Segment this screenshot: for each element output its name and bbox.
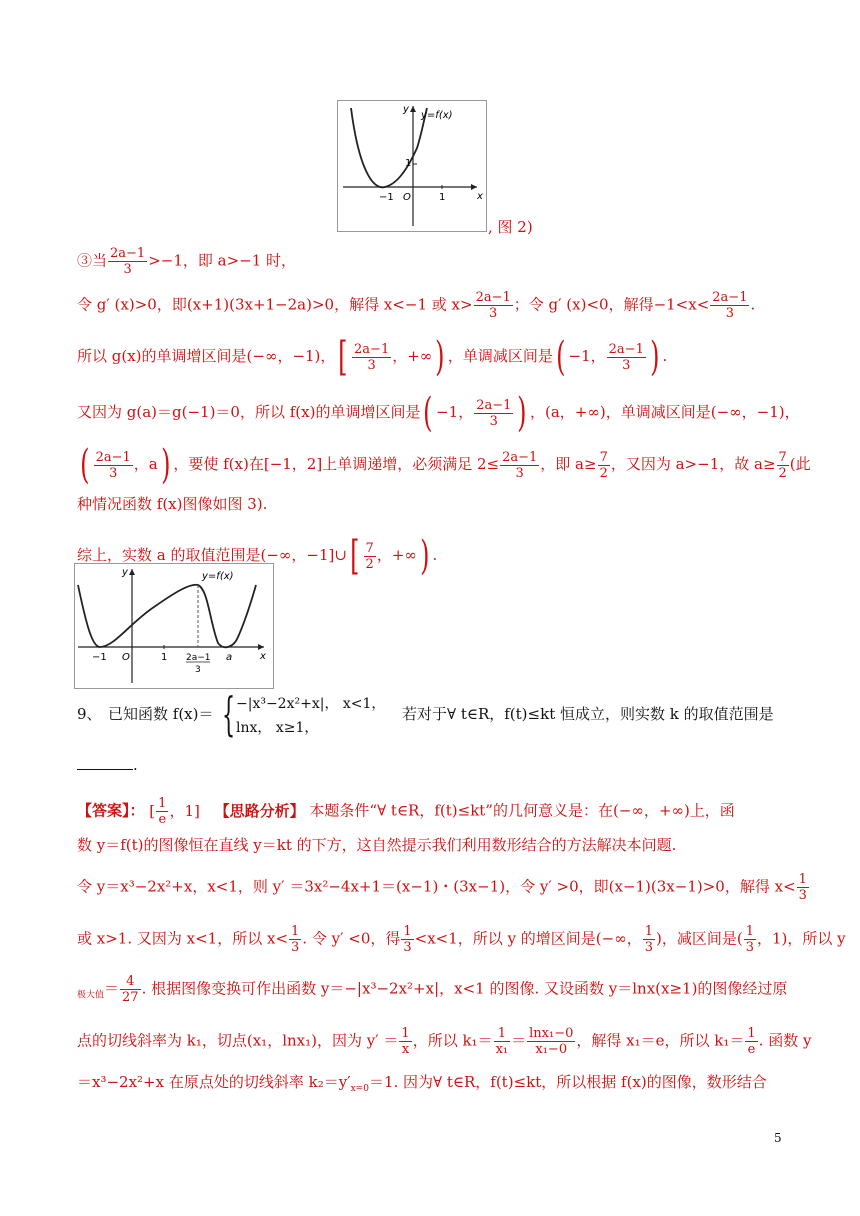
page-number: 5	[774, 1131, 782, 1145]
analysis-line-2: 数 y＝f(t)的图像恒在直线 y＝kt 的下方，这自然提示我们利用数形结合的方法解决本问题.	[77, 836, 677, 854]
q9-case-1: −|x³−2x²+x|， x<1，	[236, 696, 386, 712]
solution-line-1: 令 y＝x³−2x²+x，x<1，则 y′ ＝3x²−4x+1＝(x−1)・(3x−1)，令 y′ >0，即(x−1)(3x−1)>0，解得 x< $\frac{1}{3}$	[77, 872, 807, 903]
fig3-tick-2a-1: 2a−1	[186, 653, 211, 663]
fig3-x-label: x	[260, 651, 266, 662]
fig2-caption: , 图 2)	[488, 218, 533, 236]
fig2-tick-1: 1	[439, 192, 446, 203]
fig3-curve-label: y=f(x)	[202, 571, 234, 582]
para-conclusion: 综上，实数 a 的取值范围是(−∞，−1]∪[ $\frac{7}{2}$ ，+∞) .	[77, 533, 438, 579]
fig3-tick-a: a	[226, 652, 233, 663]
para-case3: ③当 $\frac{2a-1}{3}$ >−1，即 a>−1 时，	[77, 246, 297, 277]
q9-condition: 若对于∀ t∈R，f(t)≤kt 恒成立，则实数 k 的取值范围是	[402, 705, 774, 723]
para-derivative: 令 g′ (x)>0，即(x+1)(3x+1−2a)>0，解得 x<−1 或 x> $\frac{2a-1}{3}$ ；令 g′ (x)<0，解得−1<x< $\frac{2a-1}{3}$ .	[77, 290, 756, 321]
solution-line-4: 点的切线斜率为 k₁，切点(x₁，lnx₁)，因为 y′ ＝ $\frac{1}{x}$ ，所以 k₁＝ $\frac{1}{\text{x₁}}$ ＝ $\frac{\text{lnx₁−0}}{\text{x₁−0}}$ ，解得 x₁＝e，所以 k₁＝ $\frac{1}{e}$ . 函数 y	[77, 1026, 812, 1057]
q9-answer-blank: .	[77, 755, 138, 775]
answer-line: 【答案】： [ $\frac{1}{e}$ ，1] 【思路分析】 本题条件“∀ t∈R，f(t)≤kt”的几何意义是：在(−∞，+∞)上，函	[77, 796, 735, 827]
figure-2	[337, 100, 487, 232]
fig2-tick-minus1: −1	[379, 192, 394, 203]
fig3-tick-1: 1	[161, 652, 168, 663]
fig2-tick-y1: 1	[405, 158, 412, 169]
fig2-y-label: y	[403, 104, 409, 115]
fig2-curve-label: y=f(x)	[421, 110, 453, 121]
para-g-intervals: 所以 g(x)的单调增区间是(−∞，−1)，[ $\frac{2a-1}{3}$ ，+∞) ，单调减区间是( −1， $\frac{2a-1}{3}$ ) .	[77, 334, 668, 380]
fig3-origin: O	[122, 652, 130, 663]
para-condition: ( $\frac{2a-1}{3}$ ，a) ，要使 f(x)在[−1，2]上单调递增，必须满足 2≤ $\frac{2a-1}{3}$ ，即 a≥ $\frac{7}{2}$ ，又因为 a>−1，故 a≥ $\frac{7}{2}$ (此	[80, 442, 811, 488]
figure-3	[74, 563, 274, 689]
solution-line-3: $_{极大值}$＝ $\frac{4}{27}$ . 根据图像变换可作出函数 y＝−|x³−2x²+x|，x<1 的图像. 又设函数 y＝lnx(x≥1)的图像经过原	[77, 974, 788, 1005]
fig3-tick-minus1: −1	[92, 652, 107, 663]
fig2-x-label: x	[477, 191, 483, 202]
fig3-y-label: y	[122, 567, 128, 578]
para-f-intervals: 又因为 g(a)＝g(−1)＝0，所以 f(x)的单调增区间是( −1， $\frac{2a-1}{3}$ ) ，(a，+∞)，单调减区间是(−∞，−1)，	[77, 390, 800, 436]
q9-number: 9、	[77, 705, 102, 723]
solution-line-2: 或 x>1. 又因为 x<1，所以 x< $\frac{1}{3}$ . 令 y′ <0，得 $\frac{1}{3}$ <x<1，所以 y 的增区间是(−∞， $\frac{1}{3}$ )，减区间是( $\frac{1}{3}$ ，1)，所以 y	[77, 924, 846, 955]
solution-line-5: ＝x³−2x²+x 在原点处的切线斜率 $k_2=y'_{x=0}=1$. 因为∀ t∈R，f(t)≤kt，所以根据 f(x)的图像，数形结合	[77, 1073, 767, 1094]
para-fig3-note: 种情况函数 f(x)图像如图 3).	[77, 495, 268, 513]
q9-brace: {	[222, 687, 236, 741]
q9-function-intro: 已知函数 f(x)＝	[108, 705, 214, 723]
q9-case-2: lnx， x≥1，	[236, 720, 319, 736]
fig2-origin: O	[403, 192, 411, 203]
fig3-tick-3: 3	[195, 665, 201, 675]
